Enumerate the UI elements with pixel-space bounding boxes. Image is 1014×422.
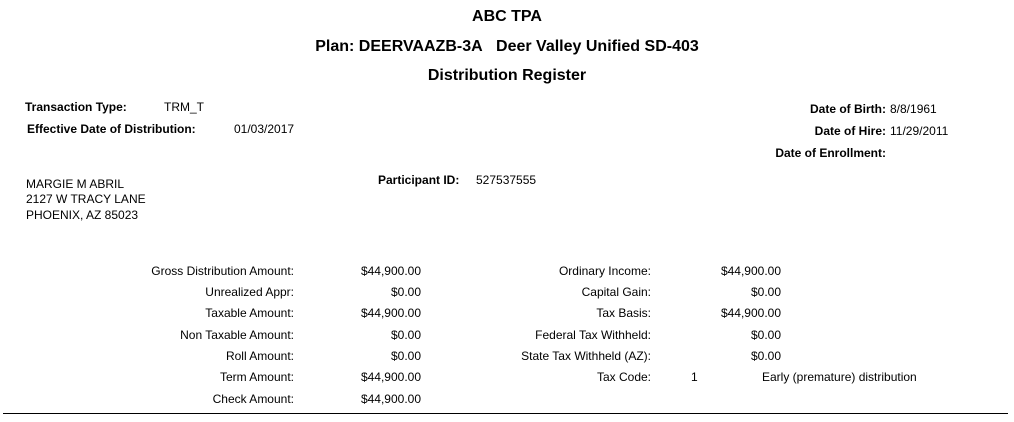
check-amount-label: Check Amount:: [212, 392, 294, 406]
check-amount-value: $44,900.00: [360, 392, 421, 406]
unrealized-appr-label: Unrealized Appr:: [205, 285, 294, 299]
transaction-type-label: Transaction Type:: [25, 100, 127, 114]
dob-value: 8/8/1961: [890, 102, 937, 116]
taxable-amount-label: Taxable Amount:: [205, 306, 294, 320]
participant-address-line2: PHOENIX, AZ 85023: [26, 208, 139, 222]
term-amount-value: $44,900.00: [360, 370, 421, 384]
gross-distribution-label: Gross Distribution Amount:: [151, 264, 294, 278]
effective-date-label: Effective Date of Distribution:: [27, 122, 196, 136]
plan-code: DEERVAAZB-3A: [358, 38, 483, 55]
tax-code-description: Early (premature) distribution: [762, 370, 917, 384]
dob-label: Date of Birth:: [810, 102, 886, 116]
plan-name: Deer Valley Unified SD-403: [496, 38, 699, 55]
transaction-type-value: TRM_T: [164, 100, 204, 114]
state-tax-withheld-value: $0.00: [750, 349, 781, 363]
participant-address-line1: 2127 W TRACY LANE: [26, 192, 146, 206]
ordinary-income-value: $44,900.00: [720, 264, 781, 278]
participant-id-label: Participant ID:: [378, 173, 460, 187]
effective-date-value: 01/03/2017: [234, 122, 295, 136]
company-name: ABC TPA: [472, 8, 542, 25]
term-amount-label: Term Amount:: [219, 370, 294, 384]
plan-label: Plan:: [315, 38, 355, 55]
tax-basis-value: $44,900.00: [720, 306, 781, 320]
state-tax-withheld-label: State Tax Withheld (AZ):: [521, 349, 651, 363]
roll-amount-value: $0.00: [390, 349, 421, 363]
federal-tax-withheld-label: Federal Tax Withheld:: [535, 328, 651, 342]
tax-code-value: 1: [691, 370, 698, 384]
bottom-divider: [3, 413, 1008, 414]
roll-amount-label: Roll Amount:: [225, 349, 294, 363]
gross-distribution-value: $44,900.00: [360, 264, 421, 278]
enrollment-date-label: Date of Enrollment:: [775, 146, 886, 160]
report-title: Distribution Register: [427, 67, 587, 84]
unrealized-appr-value: $0.00: [390, 285, 421, 299]
tax-code-label: Tax Code:: [596, 370, 651, 384]
tax-basis-label: Tax Basis:: [596, 306, 651, 320]
hire-date-label: Date of Hire:: [814, 124, 886, 138]
ordinary-income-label: Ordinary Income:: [558, 264, 651, 278]
participant-name: MARGIE M ABRIL: [26, 177, 125, 191]
capital-gain-value: $0.00: [750, 285, 781, 299]
taxable-amount-value: $44,900.00: [360, 306, 421, 320]
participant-id-value: 527537555: [476, 173, 537, 187]
hire-date-value: 11/29/2011: [890, 124, 949, 138]
non-taxable-amount-value: $0.00: [390, 328, 421, 342]
capital-gain-label: Capital Gain:: [581, 285, 651, 299]
plan-title: [0, 38, 1014, 56]
federal-tax-withheld-value: $0.00: [750, 328, 781, 342]
non-taxable-amount-label: Non Taxable Amount:: [180, 328, 294, 342]
